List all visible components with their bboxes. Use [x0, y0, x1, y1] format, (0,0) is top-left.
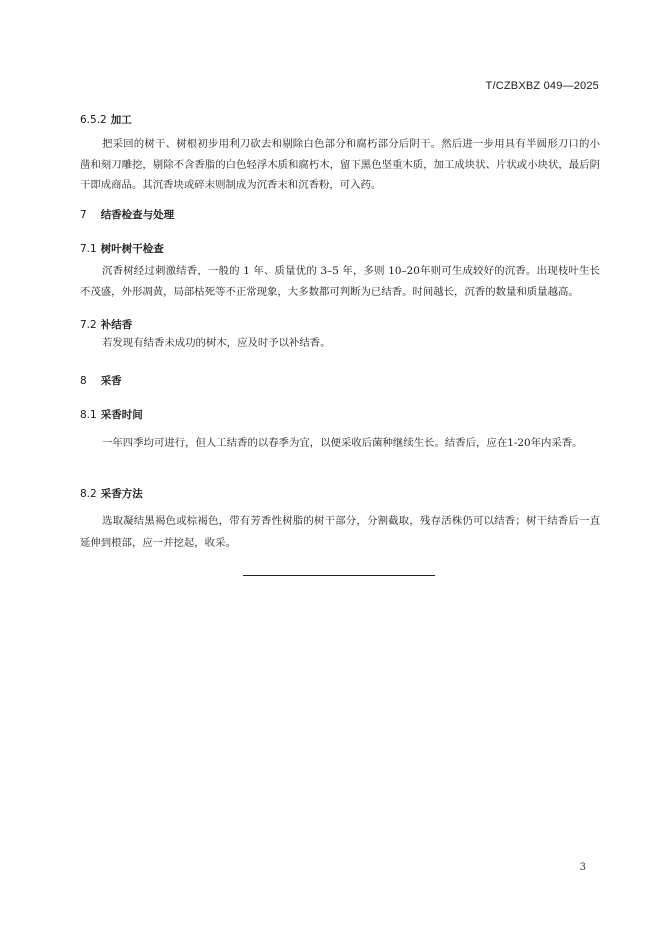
section-heading-7-2 — [80, 317, 132, 332]
section-number: 8 — [80, 375, 87, 387]
section-paragraph-7-2: 若发现有结香未成功的树木，应及时予以补结香。 — [102, 337, 331, 349]
section-heading-8-2 — [80, 486, 143, 501]
section-title: 树叶树干检查 — [100, 243, 164, 255]
section-number: 8.2 — [80, 488, 97, 500]
section-title: 结香检查与处理 — [100, 209, 175, 221]
section-heading-8 — [80, 373, 122, 388]
end-rule — [243, 575, 435, 576]
section-number: 8.1 — [80, 409, 97, 421]
section-paragraph-6-5-2: 把采回的树干、树根初步用利刀砍去和剔除白色部分和腐朽部分后阴干。然后进一步用具有半圆形刀口的小凿和刻刀雕挖，剔除不含香脂的白色轻浮木质和腐朽木，留下黑色坚重木质，加工成块状、片状或小块状，最后阴干即成商品。其沉香块或碎末则制成为沉香末和沉香粉，可入药。 — [80, 138, 600, 191]
section-heading-6-5-2 — [80, 112, 132, 127]
document-code: T/CZBXBZ 049—2025 — [485, 80, 599, 92]
section-paragraph-8-1: 一年四季均可进行，但人工结香的以春季为宜，以便采收后菌种继续生长。结香后，应在1-20年内采香。 — [102, 437, 583, 449]
page-number: 3 — [579, 862, 586, 873]
section-heading-7 — [80, 207, 174, 222]
section-number: 6.5.2 — [80, 114, 107, 126]
section-paragraph-8-2: 选取凝结黑褐色或棕褐色，带有芳香性树脂的树干部分，分割截取，残存活株仍可以结香；树干结香后一直延伸到根部，应一并挖起，收采。 — [80, 515, 600, 549]
section-paragraph-7-1: 沉香树经过刺激结香，一般的 1 年、质量优的 3–5 年，多则 10–20年则可生成较好的沉香。出现枝叶生长不茂盛，外形凋黄，局部枯死等不正常现象，大多数都可判断为已结香。时间越长，沉香的数量和质量越高。 — [80, 265, 600, 298]
section-title: 采香 — [100, 375, 122, 387]
section-number: 7.1 — [80, 243, 97, 255]
section-number: 7.2 — [80, 319, 97, 331]
section-heading-8-1 — [80, 407, 143, 422]
section-title: 补结香 — [100, 319, 133, 331]
section-title: 加工 — [110, 114, 132, 126]
section-title: 采香时间 — [100, 409, 143, 421]
section-number: 7 — [80, 209, 87, 221]
section-heading-7-1 — [80, 241, 164, 256]
section-title: 采香方法 — [100, 488, 143, 500]
